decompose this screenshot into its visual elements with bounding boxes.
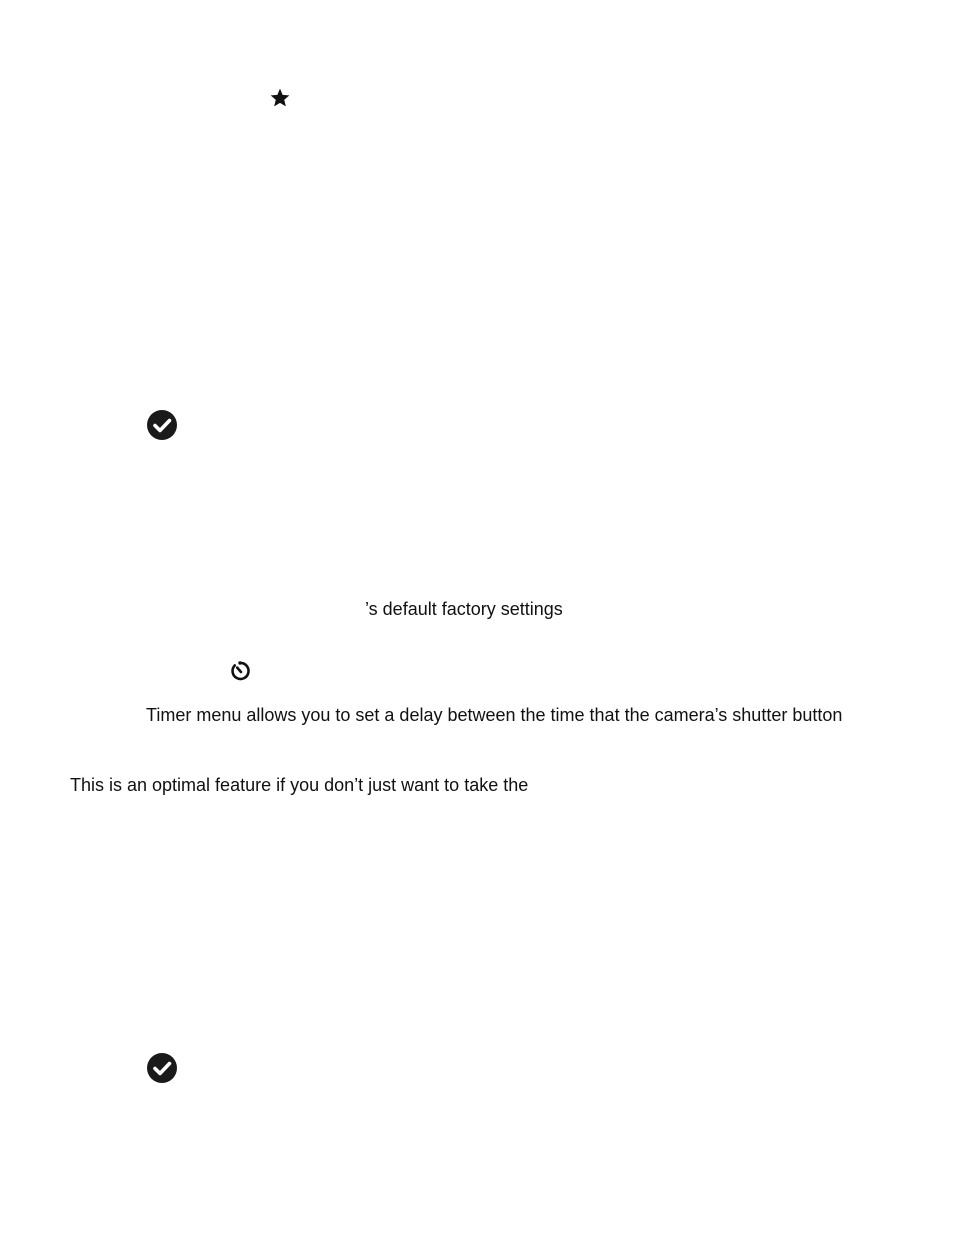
timer-description-line-1: Timer menu allows you to set a delay between the time that the camera’s shutter button [146, 705, 843, 725]
check-circle-icon [146, 409, 178, 441]
star-icon [269, 87, 291, 109]
check-circle-icon [146, 1052, 178, 1084]
default-settings-text: ’s default factory settings [365, 599, 563, 619]
self-timer-icon [228, 659, 252, 683]
timer-description-line-2: This is an optimal feature if you don’t just want to take the [70, 775, 529, 795]
